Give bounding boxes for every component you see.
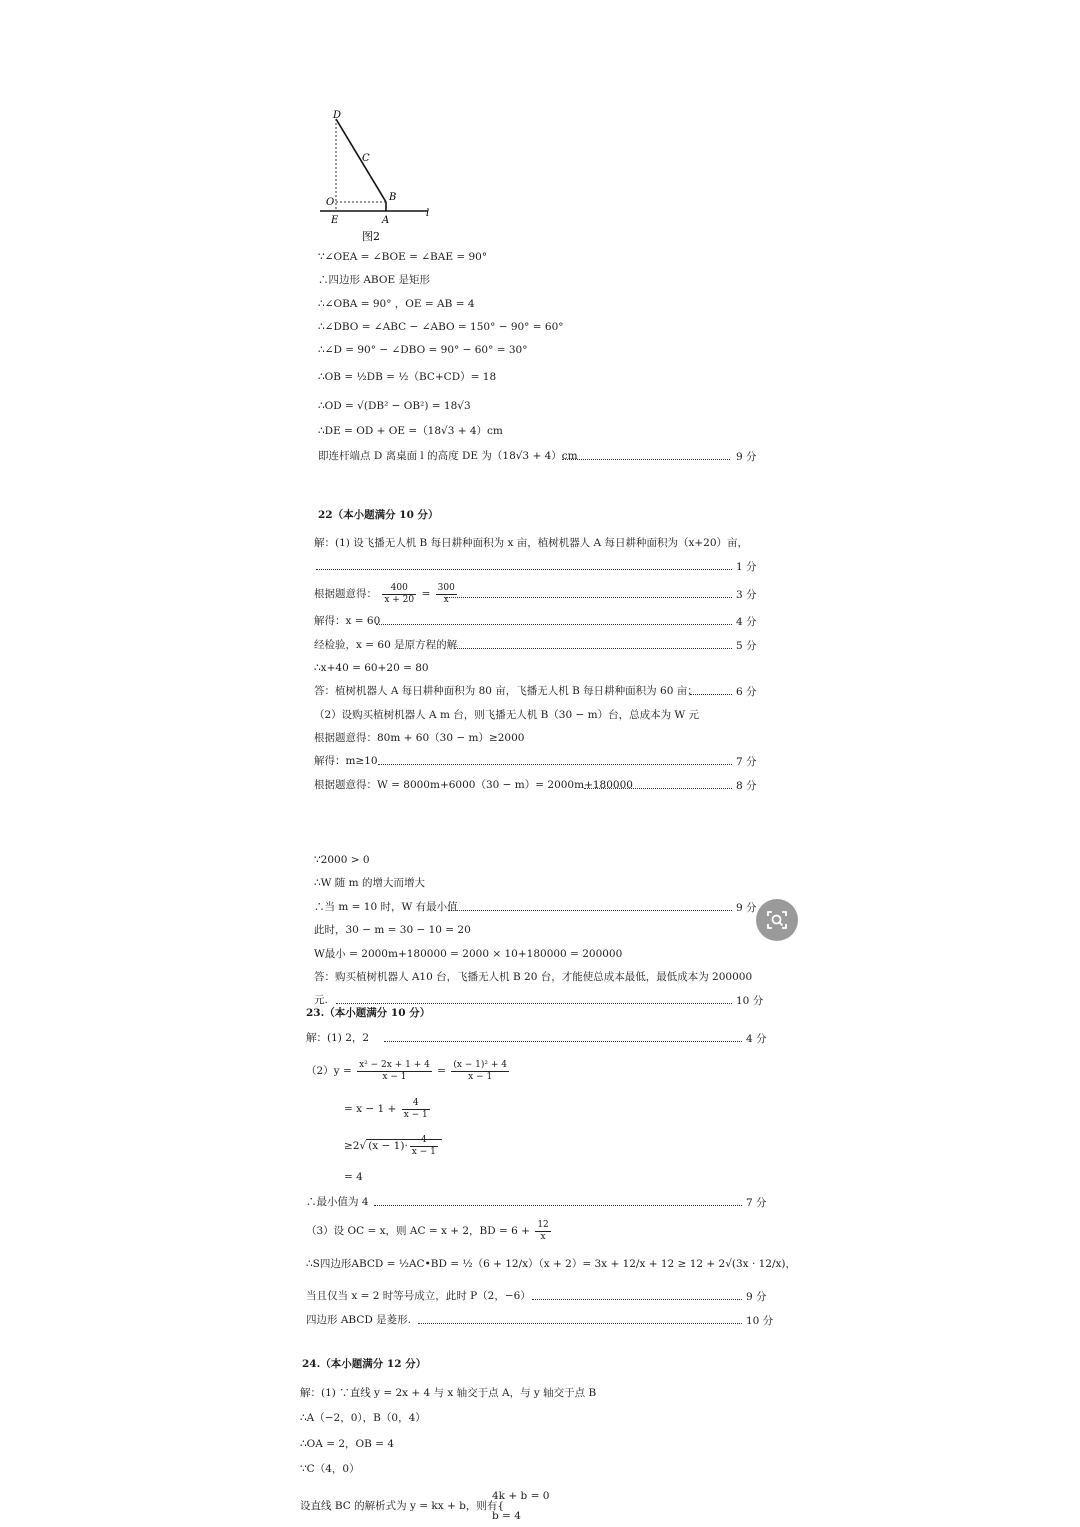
label-o: O (326, 197, 335, 208)
leader-dots (384, 1041, 742, 1042)
q23-line-5: = 4 (344, 1171, 363, 1183)
label-b: B (389, 192, 397, 203)
leader-dots (316, 569, 732, 570)
q22-line-2: 根据题意得： $\frac{400}{x + 20}$ = $\frac{300}{x}$ (314, 582, 455, 605)
q24-line-2: ∴A（−2，0），B（0，4） (300, 1412, 426, 1424)
q23-l7-prefix: （3）设 OC = x，则 AC = x + 2，BD = 6 + (306, 1225, 530, 1237)
leader-dots (690, 694, 732, 695)
score-q22-3: 4 分 (736, 616, 757, 628)
q23-line-4: ≥2√ (x − 1)· $\frac{4}{x - 1}$ (344, 1131, 442, 1161)
image-search-button[interactable] (756, 899, 798, 941)
q22-line-1: 解：(1) 设飞播无人机 B 每日耕种面积为 x 亩，植树机器人 A 每日耕种面积为（x+20）亩， (314, 537, 749, 549)
q23-line-8: ∴S四边形ABCD = ½AC•BD = ½（6 + 12/x）（x + 2）= 3x + 12/x + 12 ≥ 12 + 2√(3x · 12/x)， (306, 1258, 797, 1270)
leader-dots (336, 1003, 732, 1004)
leader-dots (532, 1299, 742, 1300)
fraction: $\frac{4}{x - 1}$ (403, 1097, 428, 1120)
fraction: $\frac{\text{x² − 2x + 1 + 4}}{x - 1}$ (359, 1059, 430, 1082)
q23-line-2: （2）y = $\frac{\text{x² − 2x + 1 + 4}}{x - 1}$ = $\frac{\text{(x − 1)² + 4}}{x - 1}$ (306, 1059, 507, 1082)
fraction: $\frac{300}{x}$ (437, 582, 455, 605)
q22-line-5: ∴x+40 = 60+20 = 80 (314, 662, 429, 674)
label-c: C (362, 153, 370, 164)
score-q22-10: 8 分 (736, 780, 757, 792)
score-q22-2: 3 分 (736, 589, 757, 601)
score-q23-6: 7 分 (746, 1197, 767, 1209)
score-q23-1: 4 分 (746, 1033, 767, 1045)
q22-line-3: 解得：x = 60 (314, 615, 381, 627)
q23-l3-prefix: = x − 1 + (344, 1103, 397, 1115)
q23-line-9: 当且仅当 x = 2 时等号成立，此时 P（2，−6） (306, 1290, 531, 1302)
leader-dots (446, 597, 732, 598)
score-q23-9: 9 分 (746, 1291, 767, 1303)
leader-dots (418, 1323, 742, 1324)
score-q21: 9 分 (736, 451, 757, 463)
q24-line-5: 设直线 BC 的解析式为 y = kx + b，则有{ (300, 1500, 505, 1512)
leader-dots (374, 1205, 742, 1206)
q24-title: 24.（本小题满分 12 分） (302, 1358, 427, 1370)
q22-line-9: 解得：m≥10 (314, 755, 378, 767)
leader-dots (376, 624, 732, 625)
q21-line-6: ∴OB = ½DB = ½（BC+CD）= 18 (318, 371, 497, 383)
score-q22-13: 9 分 (736, 902, 757, 914)
q21-line-5: ∴∠D = 90° − ∠DBO = 90° − 60° = 30° (318, 344, 528, 356)
q23-line-7 (306, 1216, 553, 1246)
image-search-icon (765, 908, 789, 932)
q22-l2-prefix: 根据题意得： (314, 588, 377, 600)
sqrt-expression: (x − 1)· $\frac{4}{x - 1}$ (366, 1139, 442, 1152)
q21-line-7: ∴OD = √(DB² − OB²) = 18√3 (318, 400, 471, 412)
q23-title: 23.（本小题满分 10 分） (306, 1007, 431, 1019)
equation-system-row-1: 4k + b = 0 (492, 1490, 550, 1502)
q22-line-15: W最小 = 2000m+180000 = 2000 × 10+180000 = 200000 (314, 948, 623, 960)
leader-dots (584, 788, 732, 789)
fraction: $\frac{\text{(x − 1)² + 4}}{x - 1}$ (453, 1059, 507, 1082)
q22-line-10: 根据题意得：W = 8000m+6000（30 − m）= 2000m+180000 (314, 779, 633, 791)
q21-line-9: 即连杆端点 D 离桌面 l 的高度 DE 为（18√3 + 4）cm (318, 450, 578, 462)
label-d: D (333, 110, 342, 121)
q21-line-2: ∴四边形 ABOE 是矩形 (318, 274, 430, 286)
leader-dots (448, 910, 732, 911)
leader-dots (562, 459, 730, 460)
q24-line-4: ∵C（4，0） (300, 1463, 360, 1475)
q22-line-6: 答：植树机器人 A 每日耕种面积为 80 亩，飞播无人机 B 每日耕种面积为 60 亩； (314, 685, 698, 697)
q22-line-7: （2）设购买植树机器人 A m 台，则飞播无人机 B（30 − m）台，总成本为 W 元 (314, 709, 700, 721)
q23-line-10: 四边形 ABCD 是菱形. (306, 1314, 411, 1326)
q22-line-14: 此时，30 − m = 30 − 10 = 20 (314, 924, 471, 936)
fraction: $\frac{400}{x + 20}$ (384, 582, 415, 605)
q22-title: 22（本小题满分 10 分） (318, 509, 439, 521)
q23-l4-prefix: ≥2 (344, 1140, 360, 1152)
score-q22-17: 10 分 (736, 995, 764, 1007)
q21-line-1: ∵∠OEA = ∠BOE = ∠BAE = 90° (318, 251, 488, 263)
q22-line-13: ∴当 m = 10 时，W 有最小值 (314, 901, 458, 913)
q21-line-3: ∴∠OBA = 90° ，OE = AB = 4 (318, 298, 475, 310)
q22-line-11: ∵2000 > 0 (314, 854, 370, 866)
label-l: l (426, 208, 430, 219)
q22-line-16: 答：购买植树机器人 A10 台，飞播无人机 B 20 台，才能使总成本最低，最低成本为 200000 (314, 971, 753, 983)
q23-line-6: ∴最小值为 4 (306, 1196, 369, 1208)
score-q22-1: 1 分 (736, 561, 757, 573)
q22-line-12: ∴W 随 m 的增大而增大 (314, 877, 425, 889)
label-e: E (331, 215, 339, 226)
q21-line-4: ∴∠DBO = ∠ABC − ∠ABO = 150° − 90° = 60° (318, 321, 564, 333)
q22-line-4: 经检验，x = 60 是原方程的解 (314, 639, 458, 651)
fraction: $\frac{12}{x}$ (537, 1219, 549, 1242)
segment-dcb (336, 119, 386, 202)
q23-l2-prefix: （2）y = (306, 1065, 352, 1077)
q24-line-1: 解：(1) ∵直线 y = 2x + 4 与 x 轴交于点 A，与 y 轴交于点 B (300, 1387, 597, 1399)
figure-caption: 图2 (362, 230, 380, 243)
score-q23-10: 10 分 (746, 1315, 774, 1327)
score-q22-6: 6 分 (736, 686, 757, 698)
score-q22-4: 5 分 (736, 640, 757, 652)
geometry-figure (320, 105, 440, 245)
q22-line-8: 根据题意得：80m + 60（30 − m）≥2000 (314, 732, 525, 744)
q23-line-3 (344, 1094, 432, 1124)
equation-system-row-2: b = 4 (492, 1510, 521, 1522)
q24-line-3: ∴OA = 2，OB = 4 (300, 1438, 395, 1450)
leader-dots (454, 648, 732, 649)
q22-line-17: 元. (314, 994, 328, 1006)
label-a: A (382, 215, 390, 226)
leader-dots (378, 764, 732, 765)
q23-line-1: 解：(1) 2，2 (306, 1032, 370, 1044)
fraction: $\frac{4}{x - 1}$ (411, 1134, 436, 1157)
score-q22-9: 7 分 (736, 756, 757, 768)
q21-line-8: ∴DE = OD + OE =（18√3 + 4）cm (318, 425, 503, 437)
